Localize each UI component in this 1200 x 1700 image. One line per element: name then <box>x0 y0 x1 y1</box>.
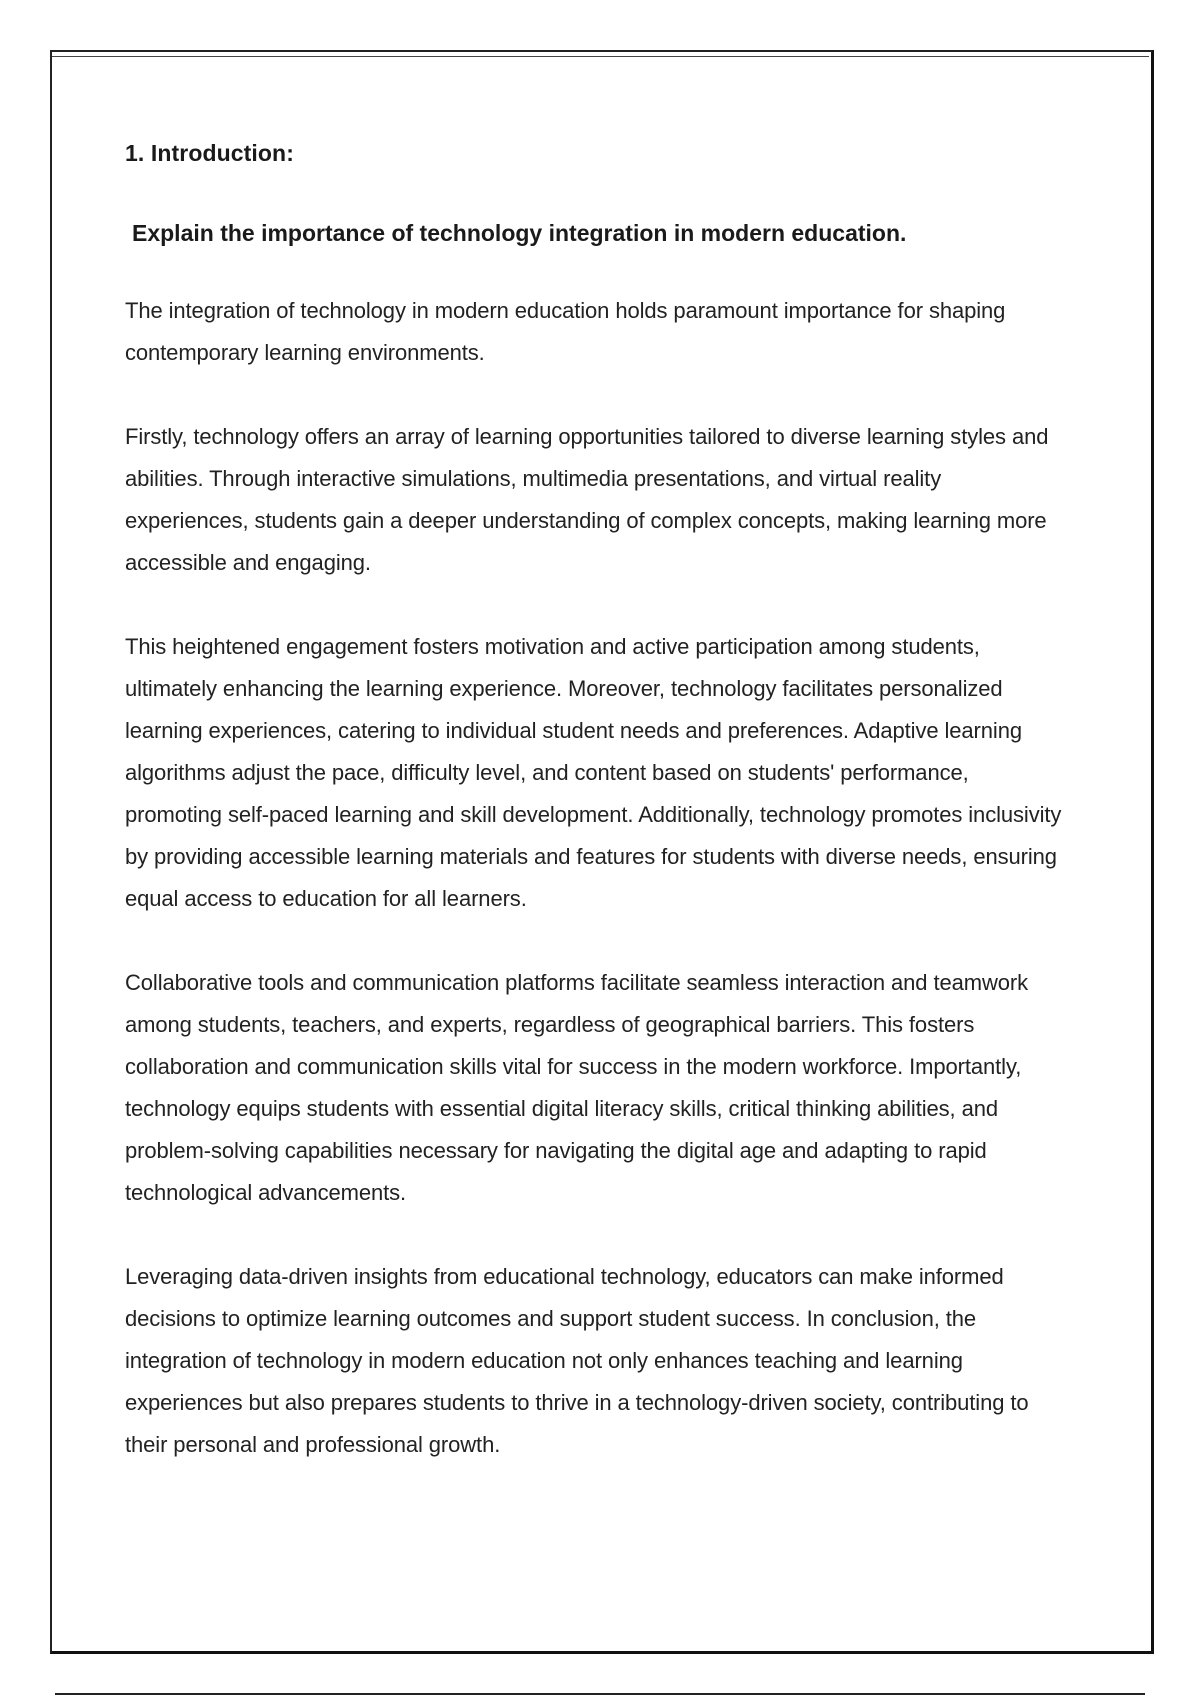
paragraph-intro: The integration of technology in modern education holds paramount importance for shaping contemporary learning environments. <box>125 298 1006 365</box>
paragraph-engagement: This heightened engagement fosters motivation and active participation among students, ultimately enhancing the learning experience. Moreover, technology facilitates personalized learning experiences, catering to individual student needs and preferences. Adaptive learning algorithms adjust the pace, difficulty level, and content based on students' performance, promoting self-paced learning and skill development. Additionally, technology promotes inclusivity by providing accessible learning materials and features for students with diverse needs, ensuring equal access to education for all learners. <box>125 634 1062 911</box>
section-heading: 1. Introduction: <box>125 140 294 166</box>
paragraph-conclusion: Leveraging data-driven insights from educational technology, educators can make informed decisions to optimize learning outcomes and support student success. In conclusion, the integration of technology in modern education not only enhances teaching and learning experiences but also prepares students to thrive in a technology-driven society, contributing to their personal and professional growth. <box>125 1264 1029 1457</box>
document-body <box>125 140 1065 1508</box>
footer-rule <box>55 1693 1145 1695</box>
paragraph-learning-opportunities: Firstly, technology offers an array of learning opportunities tailored to diverse learning styles and abilities. Through interactive simulations, multimedia presentations, and virtual reality experiences, students gain a deeper understanding of complex concepts, making learning more accessible and engaging. <box>125 424 1049 575</box>
question-title: Explain the importance of technology integration in modern education. <box>132 220 907 246</box>
paragraph-collaboration: Collaborative tools and communication platforms facilitate seamless interaction and teamwork among students, teachers, and experts, regardless of geographical barriers. This fosters collaboration and communication skills vital for success in the modern workforce. Importantly, technology equips students with essential digital literacy skills, critical thinking abilities, and problem-solving capabilities necessary for navigating the digital age and adapting to rapid technological advancements. <box>125 970 1029 1205</box>
